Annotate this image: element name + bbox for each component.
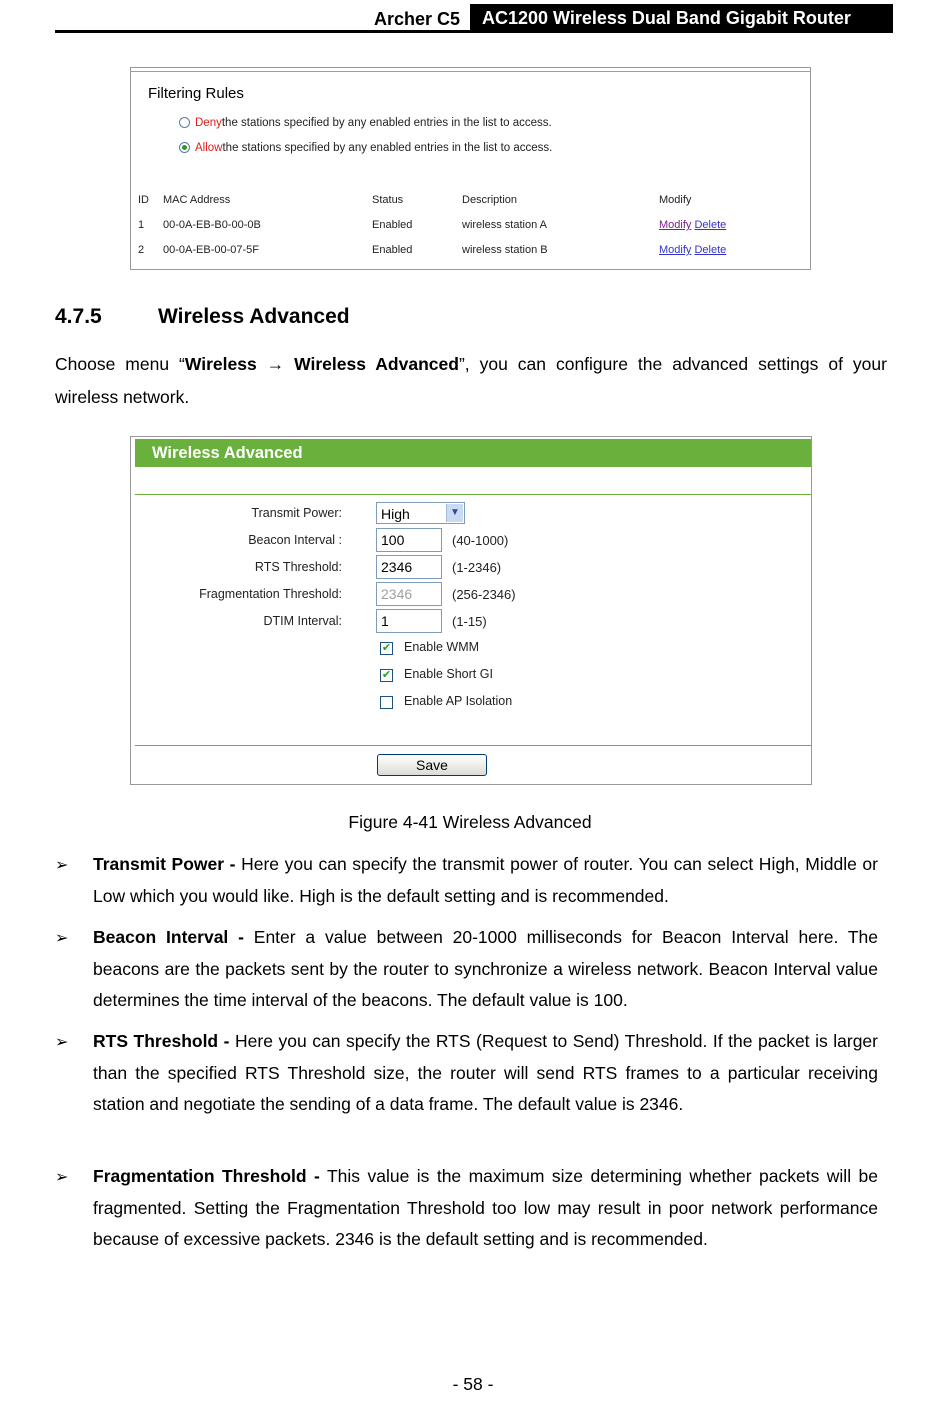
row-2-modify-link[interactable]: Modify <box>659 244 692 256</box>
intro-suffix: ”, you can configure the advanced settings of your wireless network. <box>55 354 887 407</box>
row-1-description: wireless station A <box>462 219 547 231</box>
bullet-text: Here you can specify the transmit power of router. You can select High, Middle or Low which you would like. High is the default setting and is recommended. <box>93 854 878 906</box>
dtim-interval-input[interactable]: 1 <box>376 609 442 633</box>
rts-threshold-range: (1-2346) <box>452 560 502 575</box>
fragmentation-threshold-range: (256-2346) <box>452 587 516 602</box>
dtim-interval-label: DTIM Interval: <box>263 614 342 628</box>
deny-radio[interactable] <box>179 117 190 128</box>
deny-text: the stations specified by any enabled entries in the list to access. <box>221 117 552 129</box>
enable-short-gi-checkbox[interactable]: ✔ <box>381 669 392 681</box>
beacon-interval-range: (40-1000) <box>452 533 509 548</box>
header-product: AC1200 Wireless Dual Band Gigabit Router <box>470 4 893 33</box>
dtim-interval-range: (1-15) <box>452 614 487 629</box>
header-rule <box>55 30 893 33</box>
bullet-text: Enter a value between 20-1000 milliseconds for Beacon Interval here. The beacons are the packets sent by the router to synchronize a wireless network. Beacon Interval value determines the time interval of the beacons. The default value is 100. <box>93 927 878 1011</box>
row-1-id: 1 <box>138 219 145 231</box>
bullet-term: Transmit Power - <box>93 854 236 874</box>
header-model: Archer C5 <box>373 9 460 29</box>
bullet-rts-threshold <box>93 1026 878 1121</box>
deny-keyword: Deny <box>195 117 222 129</box>
bullet-marker: ➢ <box>55 1034 69 1051</box>
column-header-status: Status <box>372 194 404 206</box>
column-header-id: ID <box>138 194 149 206</box>
row-1-actions <box>659 219 726 231</box>
row-1-modify-link[interactable]: Modify <box>659 219 692 231</box>
enable-ap-isolation-label: Enable AP Isolation <box>404 694 513 708</box>
intro-prefix: Choose menu “ <box>55 354 185 374</box>
intro-menu-wireless-advanced: Wireless Advanced <box>294 354 459 374</box>
section-title: Wireless Advanced <box>158 305 350 328</box>
bullet-term: Fragmentation Threshold - <box>93 1166 320 1186</box>
rts-threshold-input[interactable]: 2346 <box>376 555 442 579</box>
row-2-id: 2 <box>138 244 145 256</box>
transmit-power-label: Transmit Power: <box>251 506 342 520</box>
figure-caption: Figure 4-41 Wireless Advanced <box>348 812 592 832</box>
filtering-rules-panel <box>130 67 811 270</box>
allow-option[interactable] <box>179 142 552 154</box>
panel-title-bar: Wireless Advanced <box>135 439 811 467</box>
section-number: 4.7.5 <box>55 305 102 328</box>
column-header-description: Description <box>462 194 518 206</box>
bullet-beacon-interval <box>93 922 878 1017</box>
bullet-transmit-power <box>93 849 878 912</box>
chevron-down-icon[interactable]: ▼ <box>446 504 463 522</box>
column-header-modify: Modify <box>659 194 692 206</box>
row-2-description: wireless station B <box>462 244 548 256</box>
bullet-term: Beacon Interval - <box>93 927 244 947</box>
enable-wmm-checkbox[interactable]: ✔ <box>381 642 392 654</box>
row-2-delete-link[interactable]: Delete <box>694 244 727 256</box>
row-1-mac: 00-0A-EB-B0-00-0B <box>163 219 261 231</box>
column-header-mac: MAC Address <box>163 194 231 206</box>
bullet-text: This value is the maximum size determining whether packets will be fragmented. Setting the Fragmentation Threshold too low may result in poor network performance because of excessive packets. 2346 is the default setting and is recommended. <box>93 1166 878 1250</box>
fragmentation-threshold-label: Fragmentation Threshold: <box>199 587 342 601</box>
panel-top-border <box>131 68 810 72</box>
transmit-power-select[interactable] <box>376 502 465 524</box>
allow-text: the stations specified by any enabled entries in the list to access. <box>222 142 553 154</box>
intro-menu-wireless: Wireless <box>184 354 257 374</box>
intro-paragraph <box>55 348 887 414</box>
fragmentation-threshold-input[interactable]: 2346 <box>376 582 442 606</box>
allow-radio[interactable] <box>179 142 190 153</box>
row-2-actions <box>659 244 726 256</box>
allow-keyword: Allow <box>195 142 223 154</box>
bullet-text: Here you can specify the RTS (Request to Send) Threshold. If the packet is larger than the specified RTS Threshold size, the router will send RTS frames to a particular receiving station and negotiate the sending of a data frame. The default value is 2346. <box>93 1031 878 1115</box>
enable-wmm-label: Enable WMM <box>404 640 480 654</box>
save-button[interactable]: Save <box>377 754 487 776</box>
wireless-advanced-panel <box>130 436 812 785</box>
row-1-delete-link[interactable]: Delete <box>694 219 727 231</box>
row-2-status: Enabled <box>372 244 413 256</box>
enable-short-gi-label: Enable Short GI <box>404 667 493 681</box>
deny-option[interactable] <box>179 117 552 129</box>
intro-arrow: → <box>266 354 285 374</box>
row-2-mac: 00-0A-EB-00-07-5F <box>163 244 259 256</box>
bullet-marker: ➢ <box>55 857 69 874</box>
bullet-marker: ➢ <box>55 1169 69 1186</box>
bullet-fragmentation-threshold <box>93 1161 878 1256</box>
enable-ap-isolation-checkbox[interactable] <box>380 696 393 709</box>
row-1-status: Enabled <box>372 219 413 231</box>
filtering-rules-title: Filtering Rules <box>148 85 244 102</box>
panel-divider-top <box>135 494 811 495</box>
page-number: - 58 - <box>452 1374 494 1394</box>
rts-threshold-label: RTS Threshold: <box>254 560 342 574</box>
bullet-marker: ➢ <box>55 930 69 947</box>
beacon-interval-label: Beacon Interval : <box>248 533 342 547</box>
beacon-interval-input[interactable]: 100 <box>376 528 442 552</box>
transmit-power-value: High <box>381 506 410 522</box>
panel-divider-bottom <box>135 745 811 746</box>
bullet-term: RTS Threshold - <box>93 1031 230 1051</box>
